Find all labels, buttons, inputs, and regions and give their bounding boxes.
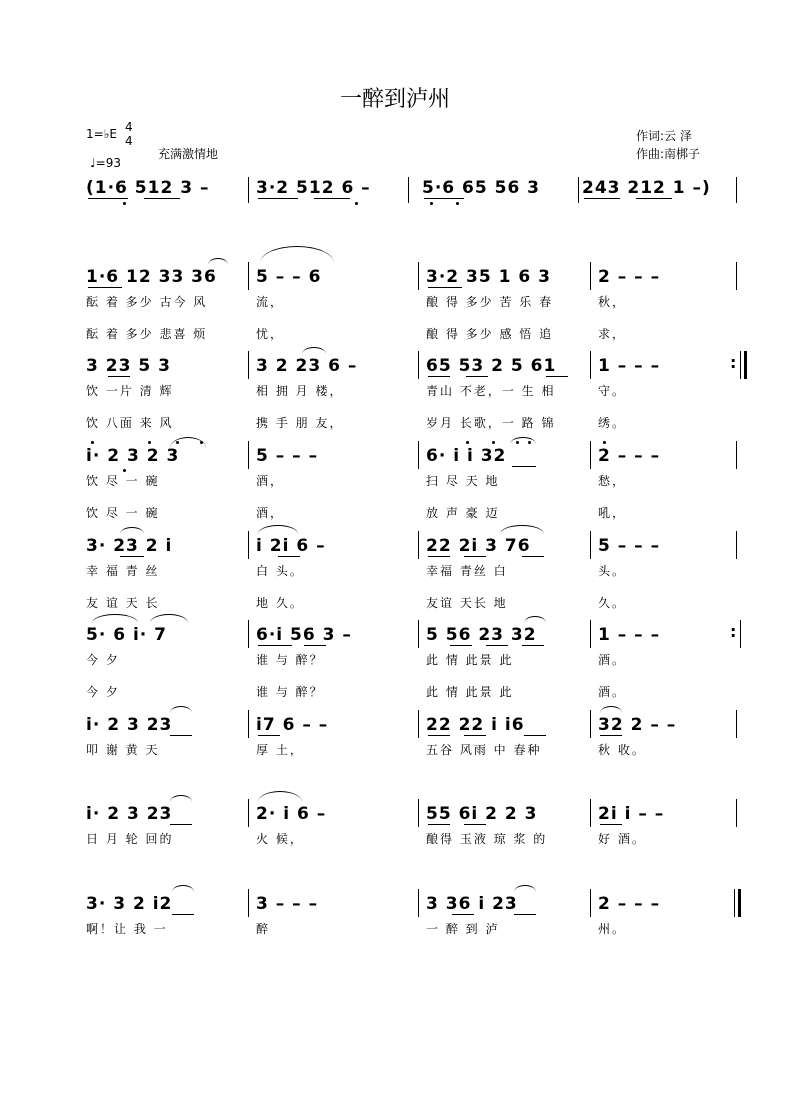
lyric-segment: 秋， — [598, 294, 627, 309]
barline — [248, 262, 249, 290]
tempo-mark: ♩=93 — [90, 156, 121, 170]
measure: 5·6 65 56 3 — [422, 178, 541, 198]
measure: 1 – – – — [598, 625, 661, 645]
measure: 3·2 512 6 – — [256, 178, 371, 198]
lyrics-verse-1 — [0, 559, 790, 581]
notes-row — [0, 624, 790, 646]
dot — [516, 441, 519, 444]
slur — [258, 791, 302, 802]
barline — [590, 710, 591, 738]
composer-credit: 作曲:南梆子 — [636, 147, 701, 161]
barline — [736, 531, 737, 559]
lyric-segment: 酿 得 多少 感 悟 追 — [426, 326, 554, 341]
underline — [428, 287, 462, 288]
measure: i· 2 3 23 — [86, 804, 173, 824]
lyrics-verse-1 — [0, 379, 790, 401]
music-system — [0, 535, 790, 610]
dot — [355, 202, 358, 205]
measure: 6· i i 32 — [426, 446, 507, 466]
barline — [740, 351, 741, 379]
barline — [248, 710, 249, 738]
page-title: 一醉到泸州 — [339, 87, 450, 112]
measure: 2 – – – — [598, 894, 661, 914]
slur — [170, 795, 192, 802]
barline — [248, 620, 249, 648]
underline — [428, 735, 450, 736]
lyric-segment: 扫 尽 天 地 — [426, 473, 500, 488]
slur — [172, 885, 194, 892]
barline — [590, 262, 591, 290]
slur — [120, 527, 144, 534]
lyric-segment: 饮 尽 一 碗 — [86, 505, 160, 520]
underline — [108, 376, 130, 377]
lyric-segment: 厚 土， — [256, 742, 304, 757]
measure: 5 – – – — [598, 536, 661, 556]
dot — [200, 441, 203, 444]
measure: 22 22 i i6 — [426, 715, 525, 735]
underline — [464, 556, 486, 557]
music-system — [0, 355, 790, 435]
lyric-segment: 五谷 风雨 中 春种 — [426, 742, 542, 757]
underline — [172, 914, 194, 915]
lyricist-credit: 作词:云 泽 — [636, 129, 692, 143]
underline — [524, 735, 546, 736]
lyrics-verse-1 — [0, 290, 790, 312]
notes-row — [0, 803, 790, 825]
lyrics-verse-1 — [0, 827, 790, 849]
music-system — [0, 445, 790, 525]
notes-row — [0, 714, 790, 736]
lyrics-verse-2 — [0, 322, 790, 344]
lyric-segment: 岁月 长歌，一 路 锦 — [426, 415, 556, 430]
barline — [248, 351, 249, 379]
lyrics-verse-1 — [0, 917, 790, 939]
barline — [590, 889, 591, 917]
lyric-segment: 头。 — [598, 563, 627, 578]
barline — [736, 177, 737, 203]
underline — [600, 735, 622, 736]
key-signature: 1=♭E — [86, 127, 117, 141]
lyric-segment: 今 夕 — [86, 652, 120, 667]
measure: i· 2 3 23 — [86, 715, 173, 735]
lyric-segment: 谁 与 醉？ — [256, 684, 324, 699]
measure: 65 53 2 5 61 — [426, 356, 557, 376]
dot — [466, 441, 469, 444]
measure: 3· 3 2 i2 — [86, 894, 173, 914]
lyric-segment: 谁 与 醉？ — [256, 652, 324, 667]
notes-row — [0, 535, 790, 557]
lyric-segment: 火 候， — [256, 831, 304, 846]
dot — [91, 441, 94, 444]
barline — [418, 531, 419, 559]
lyric-segment: 酝 着 多少 古今 风 — [86, 294, 208, 309]
lyric-segment: 此 情 此景 此 — [426, 652, 514, 667]
measure: 1 – – – — [598, 356, 661, 376]
underline — [278, 556, 300, 557]
lyric-segment: 叩 谢 黄 天 — [86, 742, 160, 757]
lyric-segment: 白 头。 — [256, 563, 304, 578]
underline — [522, 556, 544, 557]
lyrics-verse-2 — [0, 501, 790, 523]
music-system — [0, 624, 790, 704]
slur — [600, 706, 622, 713]
lyric-segment: 日 月 轮 回的 — [86, 831, 174, 846]
barline — [736, 262, 737, 290]
lyric-segment: 啊！让 我 一 — [86, 921, 168, 936]
dot — [430, 202, 433, 205]
barline — [248, 441, 249, 469]
endbar — [744, 351, 747, 379]
measure: 3 – – – — [256, 894, 319, 914]
lyric-segment: 酒。 — [598, 652, 627, 667]
time-signature — [125, 120, 133, 148]
barline — [418, 620, 419, 648]
underline — [424, 198, 464, 199]
slur — [92, 614, 138, 623]
barline — [418, 262, 419, 290]
notes-row — [0, 893, 790, 915]
barline — [248, 531, 249, 559]
intro-system — [0, 177, 790, 207]
lyric-segment: 忧， — [256, 326, 285, 341]
lyric-segment: 今 夕 — [86, 684, 120, 699]
lyric-segment: 此 情 此景 此 — [426, 684, 514, 699]
slur — [302, 347, 326, 354]
lyric-segment: 吼， — [598, 505, 627, 520]
underline — [452, 914, 474, 915]
barline — [590, 351, 591, 379]
barline — [590, 441, 591, 469]
underline — [546, 376, 568, 377]
lyrics-verse-2 — [0, 411, 790, 433]
lyrics-verse-2 — [0, 680, 790, 702]
dot — [176, 441, 179, 444]
barline — [248, 799, 249, 827]
underline — [428, 556, 450, 557]
underline — [314, 198, 350, 199]
barline — [248, 177, 249, 203]
underline — [88, 198, 128, 199]
barline — [590, 799, 591, 827]
slur — [260, 246, 334, 263]
slur — [258, 525, 298, 534]
lyric-segment: 酿得 玉液 琼 浆 的 — [426, 831, 548, 846]
measure: 1·6 12 33 36 — [86, 267, 217, 287]
measure: 5· 6 i· 7 — [86, 625, 167, 645]
slur — [150, 614, 188, 623]
intro-notes — [0, 177, 790, 199]
underline — [258, 198, 298, 199]
dot — [528, 441, 531, 444]
underline — [464, 824, 486, 825]
music-system — [0, 266, 790, 346]
dot — [123, 202, 126, 205]
measure: 2· i 6 – — [256, 804, 327, 824]
slur — [170, 706, 192, 713]
measure: 3· 23 2 i — [86, 536, 173, 556]
notes-row — [0, 445, 790, 467]
lyric-segment: 酿 得 多少 苦 乐 春 — [426, 294, 554, 309]
barline — [590, 531, 591, 559]
underline — [304, 645, 326, 646]
lyric-segment: 好 酒。 — [598, 831, 646, 846]
lyric-segment: 求， — [598, 326, 627, 341]
barline — [418, 710, 419, 738]
measure: 32 2 – – — [598, 715, 677, 735]
dot — [148, 441, 151, 444]
underline — [88, 287, 122, 288]
measure: 5 – – 6 — [256, 267, 322, 287]
lyric-segment: 酒， — [256, 473, 285, 488]
slur — [500, 525, 544, 534]
underline — [120, 556, 144, 557]
repeat-end-sign: : — [730, 622, 737, 641]
lyric-segment: 地 久。 — [256, 595, 304, 610]
slur — [510, 437, 536, 444]
lyric-segment: 一 醉 到 泸 — [426, 921, 500, 936]
lyric-segment: 饮 八面 来 风 — [86, 415, 174, 430]
barline — [418, 799, 419, 827]
measure: 55 6i 2 2 3 — [426, 804, 538, 824]
underline — [512, 466, 536, 467]
measure: 5 56 23 32 — [426, 625, 537, 645]
underline — [600, 824, 622, 825]
lyric-segment: 酒。 — [598, 684, 627, 699]
lyric-segment: 酝 着 多少 悲喜 烦 — [86, 326, 208, 341]
underline — [170, 735, 192, 736]
measure: i7 6 – – — [256, 715, 329, 735]
lyric-segment: 州。 — [598, 921, 627, 936]
underline — [428, 824, 450, 825]
lyrics-verse-1 — [0, 648, 790, 670]
expression-mark: 充满激情地 — [158, 147, 219, 161]
underline — [144, 198, 180, 199]
music-system — [0, 893, 790, 936]
measure: 3 23 5 3 — [86, 356, 171, 376]
barline — [418, 441, 419, 469]
slur — [208, 258, 228, 265]
underline — [522, 645, 544, 646]
endbar — [738, 889, 741, 917]
time-signature-top: 4 — [125, 120, 133, 134]
barline — [740, 620, 741, 648]
lyric-segment: 幸 福 青 丝 — [86, 563, 160, 578]
measure: i 2i 6 – — [256, 536, 326, 556]
underline — [464, 735, 486, 736]
dot — [456, 202, 459, 205]
measure: 3 2 23 6 – — [256, 356, 358, 376]
lyric-segment: 携 手 朋 友， — [256, 415, 344, 430]
measure: i· 2 3 2 3 — [86, 446, 180, 466]
lyrics-verse-1 — [0, 469, 790, 491]
barline — [418, 889, 419, 917]
slur — [524, 616, 546, 623]
barline — [734, 889, 735, 917]
lyric-segment: 醉 — [256, 921, 271, 936]
dot — [492, 441, 495, 444]
underline — [466, 376, 488, 377]
underline — [258, 645, 292, 646]
underline — [486, 645, 508, 646]
measure: 2i i – – — [598, 804, 665, 824]
lyric-segment: 守。 — [598, 383, 627, 398]
barline — [408, 177, 409, 203]
lyric-segment: 放 声 豪 迈 — [426, 505, 500, 520]
lyric-segment: 青山 不老，一 生 相 — [426, 383, 556, 398]
notes-row — [0, 266, 790, 288]
barline — [578, 177, 579, 203]
notes-row — [0, 355, 790, 377]
slur — [514, 885, 536, 892]
lyric-segment: 友 谊 天 长 — [86, 595, 160, 610]
underline — [450, 645, 472, 646]
lyric-segment: 幸福 青丝 白 — [426, 563, 508, 578]
lyric-segment: 秋 收。 — [598, 742, 646, 757]
lyric-segment: 相 拥 月 楼， — [256, 383, 344, 398]
measure: 22 2i 3 76 — [426, 536, 531, 556]
music-system — [0, 714, 790, 757]
barline — [736, 799, 737, 827]
measure: 2 – – – — [598, 267, 661, 287]
barline — [418, 351, 419, 379]
barline — [736, 710, 737, 738]
underline — [514, 914, 536, 915]
barline — [736, 441, 737, 469]
measure: (1·6 512 3 – — [86, 178, 210, 198]
lyric-segment: 流， — [256, 294, 285, 309]
lyric-segment: 饮 一片 清 辉 — [86, 383, 174, 398]
time-signature-bottom: 4 — [125, 134, 133, 148]
measure: 6·i 56 3 – — [256, 625, 352, 645]
measure: 243 212 1 –) — [582, 178, 711, 198]
underline — [258, 735, 280, 736]
dot — [123, 469, 126, 472]
lyric-segment: 绣。 — [598, 415, 627, 430]
lyric-segment: 友谊 天长 地 — [426, 595, 508, 610]
measure: 3·2 35 1 6 3 — [426, 267, 551, 287]
measure: 2 – – – — [598, 446, 661, 466]
lyrics-verse-2 — [0, 591, 790, 613]
underline — [636, 198, 672, 199]
barline — [590, 620, 591, 648]
measure: 5 – – – — [256, 446, 319, 466]
measure: 3 36 i 23 — [426, 894, 518, 914]
music-system — [0, 803, 790, 846]
lyric-segment: 愁， — [598, 473, 627, 488]
repeat-end-sign: : — [730, 353, 737, 372]
lyrics-verse-1 — [0, 738, 790, 760]
lyric-segment: 酒， — [256, 505, 285, 520]
underline — [584, 198, 620, 199]
underline — [170, 824, 192, 825]
lyric-segment: 久。 — [598, 595, 627, 610]
dot — [603, 441, 606, 444]
barline — [248, 889, 249, 917]
lyric-segment: 饮 尽 一 碗 — [86, 473, 160, 488]
underline — [428, 376, 450, 377]
